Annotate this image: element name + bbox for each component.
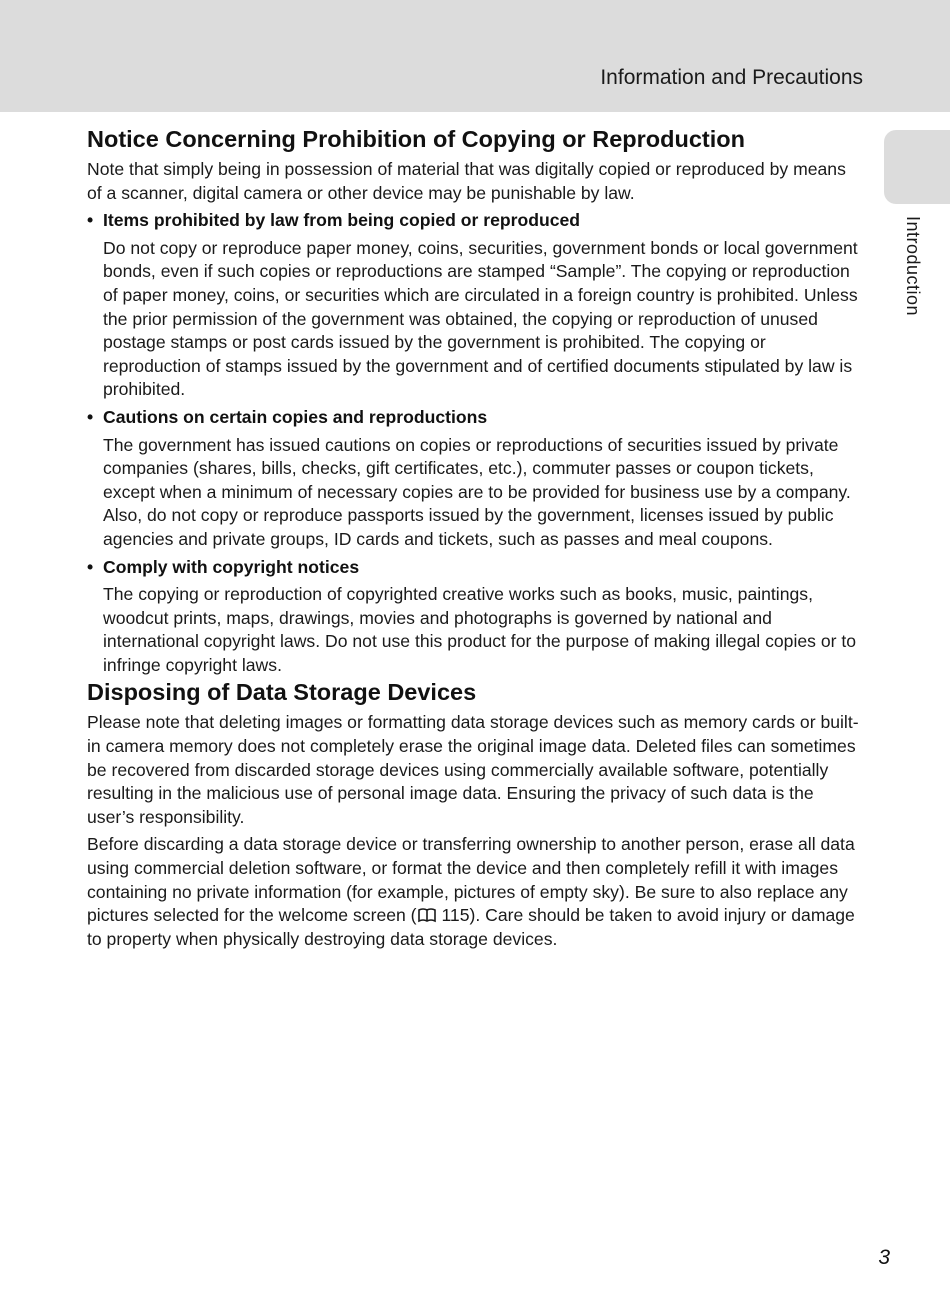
bullet-heading-text: Items prohibited by law from being copied or reproduced (103, 210, 581, 231)
side-tab (884, 130, 950, 204)
section-intro-copying: Note that simply being in possession of material that was digitally copied or reproduced by means of a scanner, digital camera or other device may be punishable by law. (87, 159, 846, 203)
section-title-copying: Notice Concerning Prohibition of Copying or Reproduction (87, 126, 745, 152)
bullet-heading (87, 406, 862, 430)
bullet-body: The government has issued cautions on copies or reproductions of securities issued by private companies (shares, bills, checks, gift certificates, etc.), commuter passes or coupon tickets, except when a minimum of necessary copies are to be provided for business use by a company. Also, do not copy or reproduce passports issued by the government, licenses issued by public agencies and private groups, ID cards and tickets, such as passes and meal coupons. (103, 434, 851, 549)
paragraph-text-end: ). Care should be taken to avoid injury or damage to property when physically destroying data storage devices. (87, 905, 855, 949)
page-reference: 115 (441, 905, 470, 926)
header-band (0, 0, 950, 112)
bullet-body: The copying or reproduction of copyrighted creative works such as books, music, paintings, woodcut prints, maps, drawings, movies and photographs is governed by national and international copyright laws. Do not use this product for the purpose of making illegal copies or to infringe copyright laws. (103, 584, 857, 675)
list-item (87, 209, 862, 402)
section-title-disposing: Disposing of Data Storage Devices (87, 679, 477, 706)
page-content (87, 124, 862, 951)
bullet-icon: • (87, 556, 94, 577)
list-item (87, 556, 862, 678)
book-reference-icon (418, 908, 436, 923)
section-paragraph-2 (87, 833, 862, 951)
bullet-body: Do not copy or reproduce paper money, coins, securities, government bonds or local government bonds, even if such copies or reproductions are stamped “Sample”. The copying or reproduction of paper money, coins, or securities which are circulated in a foreign country is prohibited. Unless the prior permission of the government was obtained, the copying or reproduction of unused postage stamps or post cards issued by the government is prohibited. The copying or reproduction of stamps issued by the government and of certified documents stipulated by law is prohibited. (103, 237, 858, 400)
bullet-icon: • (87, 210, 94, 231)
bullet-heading (87, 209, 862, 233)
page-number: 3 (878, 1246, 890, 1269)
section-paragraph-1: Please note that deleting images or formatting data storage devices such as memory cards or built-in camera memory does not completely erase the original image data. Deleted files can sometimes be recovered from discarded storage devices using commercially available software, potentially resulting in the malicious use of personal image data. Ensuring the privacy of such data is the user’s responsibility. (87, 712, 859, 827)
running-head: Information and Precautions (600, 66, 863, 89)
bullet-heading-text: Comply with copyright notices (103, 556, 360, 577)
side-tab-label: Introduction (903, 216, 923, 317)
bullet-heading (87, 556, 862, 580)
list-item (87, 406, 862, 552)
bullet-icon: • (87, 406, 94, 427)
paragraph-text-start: Before discarding a data storage device or transferring ownership to another person, erase all data using commercial deletion software, or format the device and then completely refill it with images containing no private information (for example, pictures of empty sky). Be sure to also replace any pictures selected for the welcome screen ( (87, 834, 855, 926)
bullet-heading-text: Cautions on certain copies and reproductions (103, 406, 488, 427)
